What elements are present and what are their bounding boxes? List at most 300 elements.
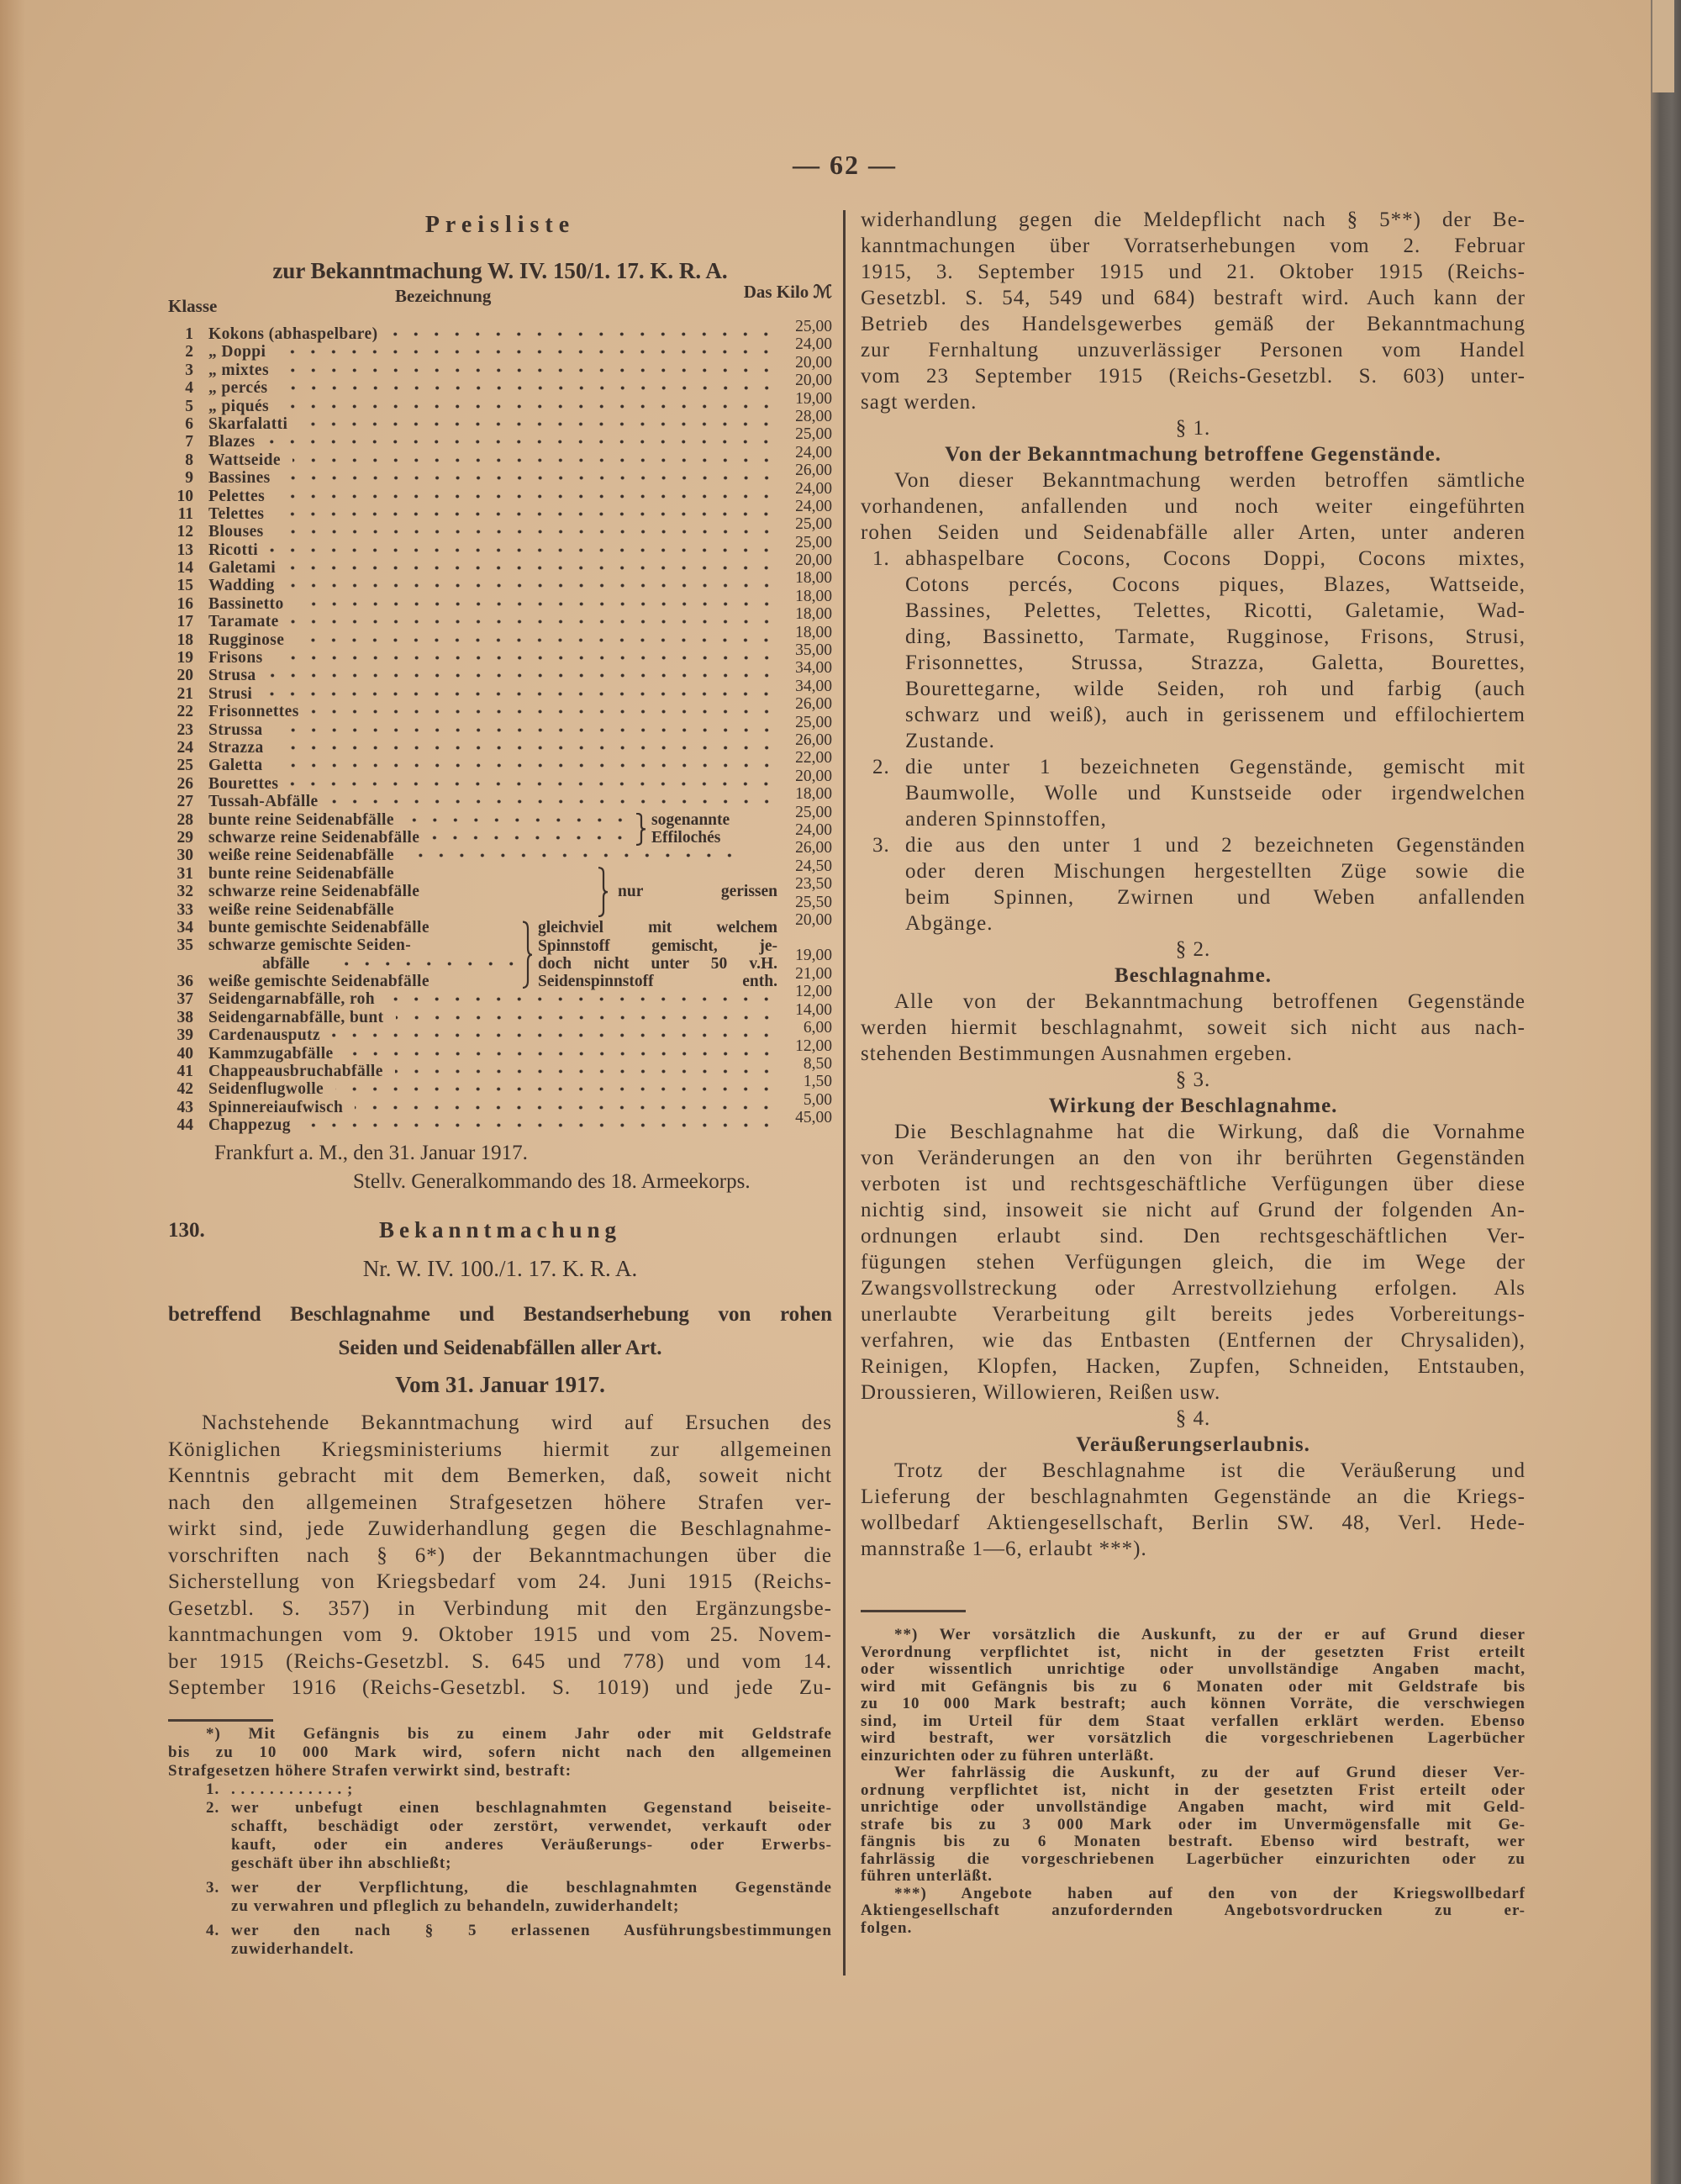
column-divider bbox=[843, 210, 846, 1976]
price-per-kilo: 19,00 bbox=[795, 947, 832, 965]
price-per-kilo: 24,00 bbox=[795, 497, 832, 515]
text-line bbox=[861, 1833, 1526, 1851]
dot-leader bbox=[277, 343, 777, 361]
line-text: Königlichen Kriegsministeriums hiermit zur allgemeinen bbox=[168, 1438, 832, 1461]
class-number: 39 bbox=[177, 1026, 193, 1045]
line-text: nichtig sind, insoweit sie nicht auf Grund der folgenden An- bbox=[861, 1199, 1526, 1221]
text-line bbox=[861, 1799, 1526, 1817]
price-per-kilo: 34,00 bbox=[795, 659, 832, 678]
text-line bbox=[861, 1868, 1526, 1886]
footnote-line: zu verwahren und pfleglich zu behandeln, zuwiderhandelt; bbox=[231, 1897, 680, 1915]
text-line bbox=[861, 520, 1526, 546]
item-name: Taramate bbox=[208, 613, 279, 631]
line-text: Veräußerungserlaubnis. bbox=[1076, 1433, 1310, 1456]
line-text: mannstraße 1—6, erlaubt ***). bbox=[861, 1538, 1147, 1560]
line-text: Nachstehende Bekanntmachung wird auf Ersuchen des bbox=[202, 1411, 832, 1434]
line-text: Betrieb des Handelsgewerbes gemäß der Bekanntmachung bbox=[861, 313, 1526, 335]
price-row bbox=[168, 462, 832, 488]
class-number: 11 bbox=[177, 504, 193, 523]
line-text: Cotons percés, Cocons piques, Blazes, Wattseide, bbox=[905, 573, 1526, 596]
dot-leader bbox=[296, 631, 777, 649]
line-text: § 2. bbox=[1175, 938, 1211, 961]
line-text: Von dieser Bekanntmachung werden betroffen sämtliche bbox=[894, 469, 1526, 492]
book-binding bbox=[1651, 0, 1681, 2184]
dot-leader bbox=[281, 361, 777, 379]
dot-leader bbox=[330, 793, 777, 810]
class-number: 20 bbox=[177, 667, 193, 685]
dot-leader bbox=[406, 847, 740, 864]
subject-line: Seiden und Seidenabfällen aller Art. bbox=[338, 1337, 662, 1359]
section-number bbox=[861, 1406, 1526, 1432]
list-number: 1. bbox=[872, 547, 890, 570]
price-row bbox=[168, 1000, 832, 1026]
footnote-item bbox=[168, 1922, 832, 1959]
dot-leader bbox=[406, 811, 630, 829]
text-line bbox=[861, 989, 1526, 1015]
item-name-continued: abfälle bbox=[262, 954, 310, 973]
price-row bbox=[168, 1109, 832, 1135]
class-number: 44 bbox=[177, 1116, 193, 1135]
footnote-left bbox=[168, 1725, 832, 1959]
dot-leader bbox=[270, 541, 777, 559]
announcement-subject bbox=[168, 1298, 832, 1365]
line-text: Abgänge. bbox=[905, 912, 993, 935]
text-line bbox=[861, 363, 1526, 389]
line-text: die unter 1 bezeichneten Gegenstände, gemischt mit bbox=[905, 756, 1526, 778]
item-name: schwarze reine Seidenabfälle bbox=[208, 828, 420, 847]
right-column-text bbox=[861, 207, 1526, 1562]
text-line bbox=[861, 1627, 1526, 1644]
line-text: Trotz der Beschlagnahme ist die Veräußerung und bbox=[894, 1459, 1526, 1482]
price-row bbox=[168, 1090, 832, 1116]
class-number: 15 bbox=[177, 577, 193, 595]
line-text: strafe bis zu 3 000 Mark oder im Unvermögensfalle mit Ge- bbox=[861, 1816, 1526, 1833]
price-row bbox=[168, 551, 832, 578]
curly-brace bbox=[635, 813, 646, 846]
text-line bbox=[861, 1851, 1526, 1869]
price-per-kilo: 25,00 bbox=[795, 713, 832, 731]
line-text: werden hiermit beschlagnahmt, soweit sich nicht aus nach- bbox=[861, 1016, 1526, 1039]
line-text: Beschlagnahme. bbox=[1115, 964, 1272, 987]
price-row bbox=[168, 443, 832, 469]
class-number: 34 bbox=[177, 918, 193, 936]
class-number: 18 bbox=[177, 630, 193, 649]
price-per-kilo: 18,00 bbox=[795, 569, 832, 588]
price-list-title: Preisliste bbox=[424, 212, 576, 238]
price-note: gleichviel mit welchem bbox=[538, 919, 777, 937]
list-number: 1. bbox=[206, 1780, 220, 1798]
class-number: 26 bbox=[177, 774, 193, 793]
text-line bbox=[168, 1543, 832, 1569]
dot-leader bbox=[299, 415, 777, 433]
dot-leader bbox=[332, 1026, 777, 1044]
class-number: 22 bbox=[177, 703, 193, 721]
line-text: Die Beschlagnahme hat die Wirkung, daß die Vornahme bbox=[894, 1121, 1526, 1143]
price-per-kilo: 25,00 bbox=[795, 533, 832, 551]
class-number: 10 bbox=[177, 487, 193, 505]
price-per-kilo: 18,00 bbox=[795, 623, 832, 641]
class-number: 12 bbox=[177, 523, 193, 541]
class-number: 33 bbox=[177, 900, 193, 919]
item-name: Seidengarnabfälle, roh bbox=[208, 990, 376, 1009]
class-number: 6 bbox=[185, 414, 193, 433]
text-line bbox=[861, 1301, 1526, 1327]
price-row bbox=[168, 533, 832, 559]
price-per-kilo: 45,00 bbox=[795, 1109, 832, 1127]
text-line bbox=[168, 1622, 832, 1649]
price-row bbox=[168, 983, 832, 1009]
dot-leader bbox=[277, 488, 777, 505]
price-per-kilo: 24,50 bbox=[795, 857, 832, 875]
line-text: 1915, 3. September 1915 und 21. Oktober 1915 (Reichs- bbox=[861, 261, 1526, 283]
line-text: vorschriften nach § 6*) der Bekanntmachungen über die bbox=[168, 1543, 832, 1567]
section-heading bbox=[861, 441, 1526, 467]
class-number: 2 bbox=[185, 343, 193, 361]
dot-leader bbox=[268, 667, 777, 684]
price-row bbox=[168, 839, 832, 865]
line-text: Baumwolle, Wolle und Kunstseide oder irgendwelchen bbox=[905, 782, 1526, 804]
text-line bbox=[861, 1327, 1526, 1353]
price-per-kilo: 25,00 bbox=[795, 318, 832, 335]
item-name: Pelettes bbox=[208, 487, 266, 505]
text-line bbox=[861, 910, 1526, 936]
announcement-intro bbox=[168, 1410, 832, 1701]
price-row bbox=[168, 1073, 832, 1099]
item-name: bunte reine Seidenabfälle bbox=[208, 810, 394, 829]
text-line bbox=[168, 1675, 832, 1701]
line-text: ***) Angebote haben auf den von der Kriegswollbedarf bbox=[894, 1885, 1526, 1902]
line-text: zur Fernhaltung unzuverlässiger Personen vom Handel bbox=[861, 339, 1526, 361]
line-text: verfahren, wie das Entbasten (Entfernen der Chrysaliden), bbox=[861, 1329, 1526, 1352]
footnote-line: *) Mit Gefängnis bis zu einem Jahr oder mit Geldstrafe bbox=[206, 1725, 832, 1743]
text-line bbox=[861, 1713, 1526, 1731]
price-row bbox=[168, 335, 832, 361]
item-name: Frisonnettes bbox=[208, 703, 299, 721]
item-name: Blouses bbox=[208, 523, 264, 541]
text-line bbox=[861, 1886, 1526, 1903]
text-line bbox=[861, 754, 1526, 780]
item-name: Seidenflugwolle bbox=[208, 1080, 324, 1099]
text-line bbox=[861, 233, 1526, 259]
item-name: weiße reine Seidenabfälle bbox=[208, 900, 394, 919]
item-name: Strusa bbox=[208, 667, 256, 685]
text-line bbox=[168, 1569, 832, 1596]
price-per-kilo: 22,00 bbox=[795, 749, 832, 768]
item-name: Seidengarnabfälle, bunt bbox=[208, 1008, 384, 1026]
line-text: Bassines, Pelettes, Telettes, Ricotti, Galetamie, Wad- bbox=[905, 599, 1526, 622]
price-per-kilo: 24,00 bbox=[795, 479, 832, 498]
text-line bbox=[861, 676, 1526, 702]
line-text: beim Spinnen, Zwirnen und Weben anfallenden bbox=[905, 886, 1526, 909]
class-number: 13 bbox=[177, 541, 193, 559]
text-line bbox=[861, 1817, 1526, 1834]
footnote-line: wer der Verpflichtung, die beschlagnahmten Gegenstände bbox=[231, 1879, 832, 1896]
class-number: 17 bbox=[177, 613, 193, 631]
class-number: 14 bbox=[177, 559, 193, 578]
signature: Stellv. Generalkommando des 18. Armeekorps. bbox=[353, 1170, 751, 1193]
item-name: Kokons (abhaspelbare) bbox=[208, 325, 378, 343]
text-line bbox=[861, 1902, 1526, 1920]
item-name: Strussa bbox=[208, 720, 263, 739]
price-per-kilo: 18,00 bbox=[795, 605, 832, 624]
text-line bbox=[861, 546, 1526, 572]
text-line bbox=[861, 884, 1526, 910]
line-text: Zwangsvollstreckung oder Arrestvollziehung erfolgen. Als bbox=[861, 1277, 1526, 1300]
class-number: 41 bbox=[177, 1063, 193, 1081]
dot-leader bbox=[395, 1063, 777, 1080]
price-per-kilo: 24,00 bbox=[795, 443, 832, 462]
curly-brace bbox=[521, 921, 533, 989]
text-line bbox=[861, 1920, 1526, 1938]
class-number: 4 bbox=[185, 379, 193, 398]
price-list-subtitle: zur Bekanntmachung W. IV. 150/1. 17. K. R. A. bbox=[272, 258, 728, 283]
line-text: unrichtige oder unvollständige Angaben macht, wird mit Geld- bbox=[861, 1799, 1526, 1816]
price-per-kilo: 26,00 bbox=[795, 462, 832, 480]
price-per-kilo: 26,00 bbox=[795, 839, 832, 857]
footnote-line: bis zu 10 000 Mark wird, sofern nicht nach den allgemeinen bbox=[168, 1744, 832, 1761]
text-line bbox=[861, 1484, 1526, 1510]
section-number bbox=[861, 936, 1526, 963]
dot-leader bbox=[387, 990, 777, 1008]
section-heading bbox=[861, 1432, 1526, 1458]
text-line bbox=[861, 702, 1526, 728]
price-per-kilo: 8,50 bbox=[803, 1055, 832, 1074]
dot-leader bbox=[292, 451, 777, 469]
class-number: 42 bbox=[177, 1080, 193, 1099]
line-text: ordnung verpflichtet ist, nicht in der gesetzten Frist erteilt oder bbox=[861, 1781, 1526, 1799]
line-text: wollbedarf Aktiengesellschaft, Berlin SW. 48, Verl. Hede- bbox=[861, 1511, 1526, 1534]
item-name: weiße gemischte Seidenabfälle bbox=[208, 973, 429, 991]
line-text: wird bestraft, wer vorsätzlich die vorgeschriebenen Lagerbücher bbox=[861, 1730, 1526, 1747]
price-row bbox=[168, 677, 832, 703]
class-number: 30 bbox=[177, 847, 193, 865]
line-text: Alle von der Bekanntmachung betroffenen Gegenstände bbox=[894, 990, 1526, 1013]
price-row bbox=[168, 893, 832, 919]
dot-leader bbox=[276, 739, 777, 757]
price-row bbox=[168, 623, 832, 649]
section-heading bbox=[861, 1093, 1526, 1119]
line-text: sagt werden. bbox=[861, 391, 978, 414]
price-row bbox=[168, 659, 832, 685]
text-line bbox=[861, 1119, 1526, 1145]
text-line bbox=[861, 1765, 1526, 1782]
price-per-kilo: 6,00 bbox=[803, 1019, 832, 1037]
item-name: „ percés bbox=[208, 379, 268, 398]
line-text: wirkt sind, jede Zuwiderhandlung gegen die Beschlagnahme- bbox=[168, 1517, 832, 1540]
class-number: 5 bbox=[185, 397, 193, 415]
text-line bbox=[861, 1015, 1526, 1041]
announcement-reference: Nr. W. IV. 100./1. 17. K. R. A. bbox=[362, 1256, 638, 1281]
line-text: Wirkung der Beschlagnahme. bbox=[1048, 1095, 1338, 1117]
class-number: 37 bbox=[177, 990, 193, 1009]
item-name: Frisons bbox=[208, 649, 263, 667]
class-number: 38 bbox=[177, 1008, 193, 1026]
price-row bbox=[168, 749, 832, 775]
footnote-rule bbox=[861, 1610, 966, 1612]
dot-leader bbox=[287, 559, 777, 577]
text-line bbox=[861, 728, 1526, 754]
price-row bbox=[168, 785, 832, 811]
dot-leader bbox=[355, 1099, 777, 1116]
line-text: sind, im Urteil für dem Staat verfallen erklärt werden. Ebenso bbox=[861, 1712, 1526, 1730]
price-note: Effilochés bbox=[651, 829, 721, 847]
line-text: ordnungen erlaubt sind. Den rechtsgeschäftlichen Ver- bbox=[861, 1225, 1526, 1248]
footnote-item bbox=[168, 1799, 832, 1873]
text-line bbox=[861, 1171, 1526, 1197]
line-text: § 4. bbox=[1175, 1407, 1211, 1430]
class-number: 27 bbox=[177, 793, 193, 811]
text-line bbox=[861, 1644, 1526, 1662]
list-number: 2. bbox=[206, 1799, 220, 1817]
footnote-line: schafft, beschädigt oder zerstört, verwendet, verkauft oder bbox=[231, 1817, 832, 1835]
class-number: 32 bbox=[177, 883, 193, 901]
text-line bbox=[168, 1596, 832, 1622]
price-per-kilo: 20,00 bbox=[795, 910, 832, 929]
text-line bbox=[861, 285, 1526, 311]
line-text: ber 1915 (Reichs-Gesetzbl. S. 645 und 778) und vom 14. bbox=[168, 1649, 832, 1673]
dot-leader bbox=[266, 433, 777, 451]
price-row bbox=[168, 641, 832, 667]
text-line bbox=[861, 1380, 1526, 1406]
price-per-kilo: 28,00 bbox=[795, 407, 832, 425]
line-text: abhaspelbare Cocons, Cocons Doppi, Cocons mixtes, bbox=[905, 547, 1526, 570]
text-line bbox=[861, 1249, 1526, 1275]
price-note: Seidenspinnstoff enth. bbox=[538, 973, 777, 991]
text-line bbox=[861, 1197, 1526, 1223]
price-row bbox=[168, 1037, 832, 1063]
binding-corner bbox=[1652, 0, 1674, 92]
list-number: 4. bbox=[206, 1922, 220, 1939]
price-row bbox=[168, 695, 832, 721]
item-name: Bourettes bbox=[208, 774, 279, 793]
text-line bbox=[861, 780, 1526, 806]
column-header-class: Klasse bbox=[168, 296, 218, 316]
subject-line: betreffend Beschlagnahme und Bestandserhebung von rohen bbox=[168, 1303, 832, 1326]
dot-leader bbox=[396, 1009, 777, 1026]
footnote-line: . . . . . . . . . . . . ; bbox=[231, 1780, 354, 1798]
price-per-kilo: 20,00 bbox=[795, 551, 832, 570]
dot-leader bbox=[296, 595, 777, 613]
class-number: 21 bbox=[177, 684, 193, 703]
item-name: Ricotti bbox=[208, 541, 259, 559]
price-row bbox=[168, 857, 832, 883]
line-text: verboten ist und rechtsgeschäftliche Verfügungen über diese bbox=[861, 1173, 1526, 1195]
price-per-kilo: 34,00 bbox=[795, 677, 832, 695]
dot-leader bbox=[276, 505, 777, 523]
line-text: einzurichten oder zu führen unterläßt. bbox=[861, 1747, 1155, 1765]
text-line bbox=[168, 1516, 832, 1543]
item-name: Rugginose bbox=[208, 630, 285, 649]
dot-leader bbox=[275, 721, 777, 739]
item-name: Wadding bbox=[208, 577, 275, 595]
text-line bbox=[168, 1437, 832, 1464]
class-number: 40 bbox=[177, 1044, 193, 1063]
column-header-price: Das Kilo ℳ bbox=[743, 282, 832, 302]
text-line bbox=[168, 1649, 832, 1675]
item-name: „ Doppi bbox=[208, 343, 266, 361]
price-per-kilo: 23,50 bbox=[795, 875, 832, 894]
class-number: 28 bbox=[177, 810, 193, 829]
footnote-line: zuwiderhandelt. bbox=[231, 1940, 355, 1958]
text-line bbox=[861, 467, 1526, 493]
text-line bbox=[168, 1463, 832, 1490]
dot-leader bbox=[291, 613, 777, 630]
price-row bbox=[168, 515, 832, 541]
item-name: Chappezug bbox=[208, 1116, 291, 1135]
price-per-kilo: 26,00 bbox=[795, 731, 832, 749]
footnote-right bbox=[861, 1627, 1526, 1937]
price-note: doch nicht unter 50 v.H. bbox=[538, 955, 777, 973]
line-text: vorhandenen, anfallenden und noch weiter eingeführten bbox=[861, 495, 1526, 518]
price-row bbox=[168, 318, 832, 343]
text-line bbox=[861, 650, 1526, 676]
line-text: § 3. bbox=[1175, 1068, 1211, 1091]
price-per-kilo: 25,00 bbox=[795, 803, 832, 821]
line-text: Lieferung der beschlagnahmten Gegenstände an die Kriegs- bbox=[861, 1485, 1526, 1508]
price-per-kilo: 25,00 bbox=[795, 425, 832, 444]
class-number: 3 bbox=[185, 361, 193, 379]
line-text: Kenntnis gebracht mit dem Bemerken, daß, soweit nicht bbox=[168, 1464, 832, 1487]
price-row bbox=[168, 1019, 832, 1045]
price-row bbox=[168, 767, 832, 793]
price-list-table bbox=[168, 318, 832, 1135]
text-line bbox=[861, 572, 1526, 598]
dot-leader bbox=[345, 1045, 777, 1063]
place-date: Frankfurt a. M., den 31. Januar 1917. bbox=[214, 1142, 528, 1164]
price-row bbox=[168, 407, 832, 433]
dot-leader bbox=[276, 523, 777, 541]
item-name: bunte gemischte Seidenabfälle bbox=[208, 918, 429, 936]
class-number: 29 bbox=[177, 828, 193, 847]
line-text: Aktiengesellschaft anzufordernden Angebotsvordrucken zu er- bbox=[861, 1902, 1526, 1919]
text-line bbox=[168, 1410, 832, 1437]
line-text: nach den allgemeinen Strafgesetzen höhere Strafen ver- bbox=[168, 1490, 832, 1514]
line-text: vom 23 September 1915 (Reichs-Gesetzbl. S. 603) unter- bbox=[861, 365, 1526, 388]
dot-leader bbox=[282, 469, 777, 487]
item-name: Tussah-Abfälle bbox=[208, 793, 319, 811]
price-per-kilo: 19,00 bbox=[795, 389, 832, 408]
price-per-kilo: 26,00 bbox=[795, 695, 832, 714]
line-text: wird mit Gefängnis bis zu 6 Monaten oder mit Geldstrafe bis bbox=[861, 1678, 1526, 1696]
footnote-line: Strafgesetzen höhere Strafen verwirkt sind, bestraft: bbox=[168, 1762, 572, 1780]
price-row bbox=[168, 353, 832, 379]
price-row bbox=[168, 713, 832, 739]
column-header-name: Bezeichnung bbox=[395, 286, 492, 306]
price-note: sogenannte bbox=[651, 810, 730, 829]
price-row bbox=[168, 372, 832, 398]
item-name: Bassinetto bbox=[208, 594, 284, 613]
dot-leader bbox=[290, 775, 777, 793]
class-number: 31 bbox=[177, 864, 193, 883]
price-row bbox=[168, 731, 832, 757]
text-line bbox=[861, 1679, 1526, 1696]
line-text: schwarz und weiß), auch in gerissenem und effilochiertem bbox=[905, 704, 1526, 726]
text-line bbox=[861, 493, 1526, 520]
item-name: Chappeausbruchabfälle bbox=[208, 1063, 383, 1081]
page-number: — 62 — bbox=[793, 150, 897, 180]
footnote-line: geschäft über ihn abschließt; bbox=[231, 1854, 452, 1872]
line-text: führen unterläßt. bbox=[861, 1868, 993, 1885]
price-row bbox=[168, 605, 832, 631]
list-number: 2. bbox=[872, 756, 890, 778]
class-number: 9 bbox=[185, 469, 193, 488]
line-text: fügungen stehen Verfügungen gleich, die im Wege der bbox=[861, 1251, 1526, 1274]
item-name: Bassines bbox=[208, 469, 271, 488]
item-name: weiße reine Seidenabfälle bbox=[208, 847, 394, 865]
dot-leader bbox=[280, 379, 777, 397]
section-number bbox=[861, 1067, 1526, 1093]
dot-leader bbox=[311, 703, 777, 720]
